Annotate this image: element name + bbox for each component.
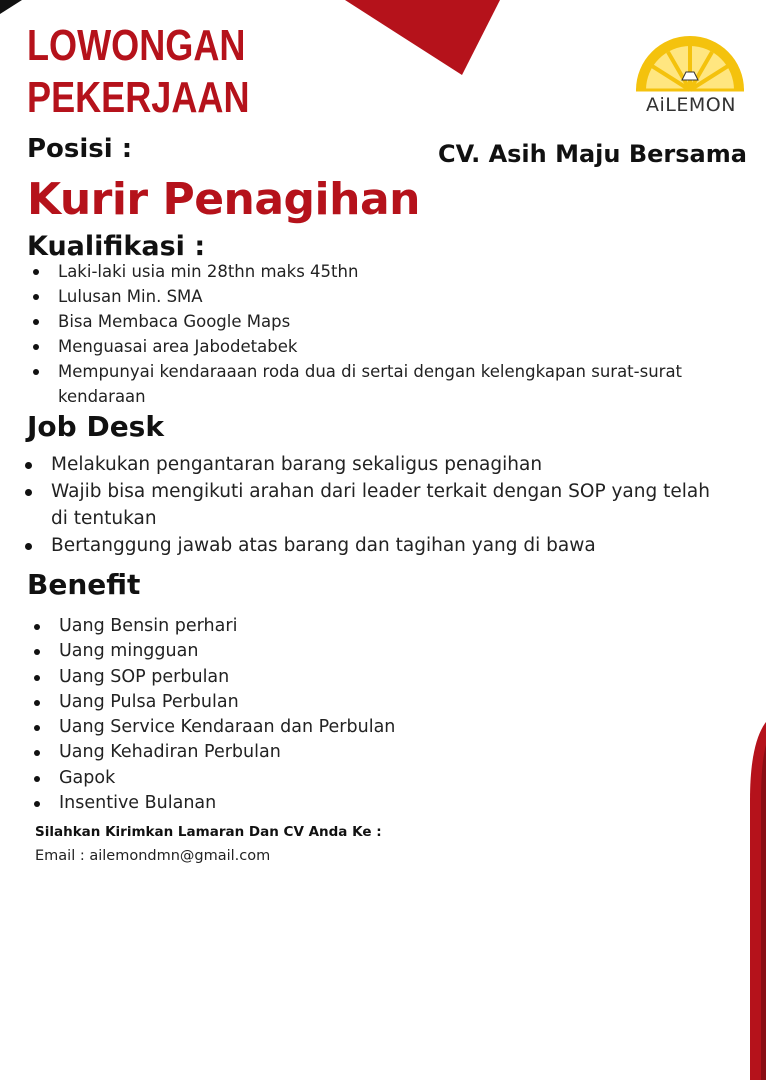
headline-line-1: LOWONGAN — [27, 21, 246, 70]
benefit-list — [59, 614, 659, 816]
list-item: Uang Service Kendaraan dan Perbulan — [59, 715, 659, 740]
position-label: Posisi : — [27, 134, 133, 164]
list-item: Insentive Bulanan — [59, 791, 659, 816]
position-title: Kurir Penagihan — [27, 174, 420, 225]
list-item: Mempunyai kendaraaan roda dua di sertai dengan kelengkapan surat-surat kendaraan — [58, 359, 698, 409]
list-item: Uang SOP perbulan — [59, 665, 659, 690]
list-item: Gapok — [59, 766, 659, 791]
qualifications-list — [58, 259, 698, 409]
contact-email: Email : ailemondmn@gmail.com — [35, 848, 271, 864]
list-item: Laki-laki usia min 28thn maks 45thn — [58, 259, 698, 284]
company-name: CV. Asih Maju Bersama — [438, 140, 747, 168]
list-item: Wajib bisa mengikuti arahan dari leader terkait dengan SOP yang telah di tentukan — [51, 478, 731, 532]
list-item: Uang Kehadiran Perbulan — [59, 740, 659, 765]
list-item: Uang mingguan — [59, 639, 659, 664]
list-item: Melakukan pengantaran barang sekaligus penagihan — [51, 451, 731, 478]
job-desk-heading: Job Desk — [27, 410, 164, 443]
logo-wordmark: AiLEMON — [646, 94, 736, 116]
list-item: Bisa Membaca Google Maps — [58, 309, 698, 334]
list-item: Uang Bensin perhari — [59, 614, 659, 639]
qualifications-heading: Kualifikasi : — [27, 231, 206, 262]
benefit-heading: Benefit — [27, 568, 141, 601]
list-item: Uang Pulsa Perbulan — [59, 690, 659, 715]
job-desk-list — [51, 451, 731, 559]
list-item: Bertanggung jawab atas barang dan tagihan yang di bawa — [51, 532, 731, 559]
list-item: Lulusan Min. SMA — [58, 284, 698, 309]
contact-instruction: Silahkan Kirimkan Lamaran Dan CV Anda Ke : — [35, 824, 382, 840]
headline-line-2: PEKERJAAN — [27, 73, 250, 122]
list-item: Menguasai area Jabodetabek — [58, 334, 698, 359]
